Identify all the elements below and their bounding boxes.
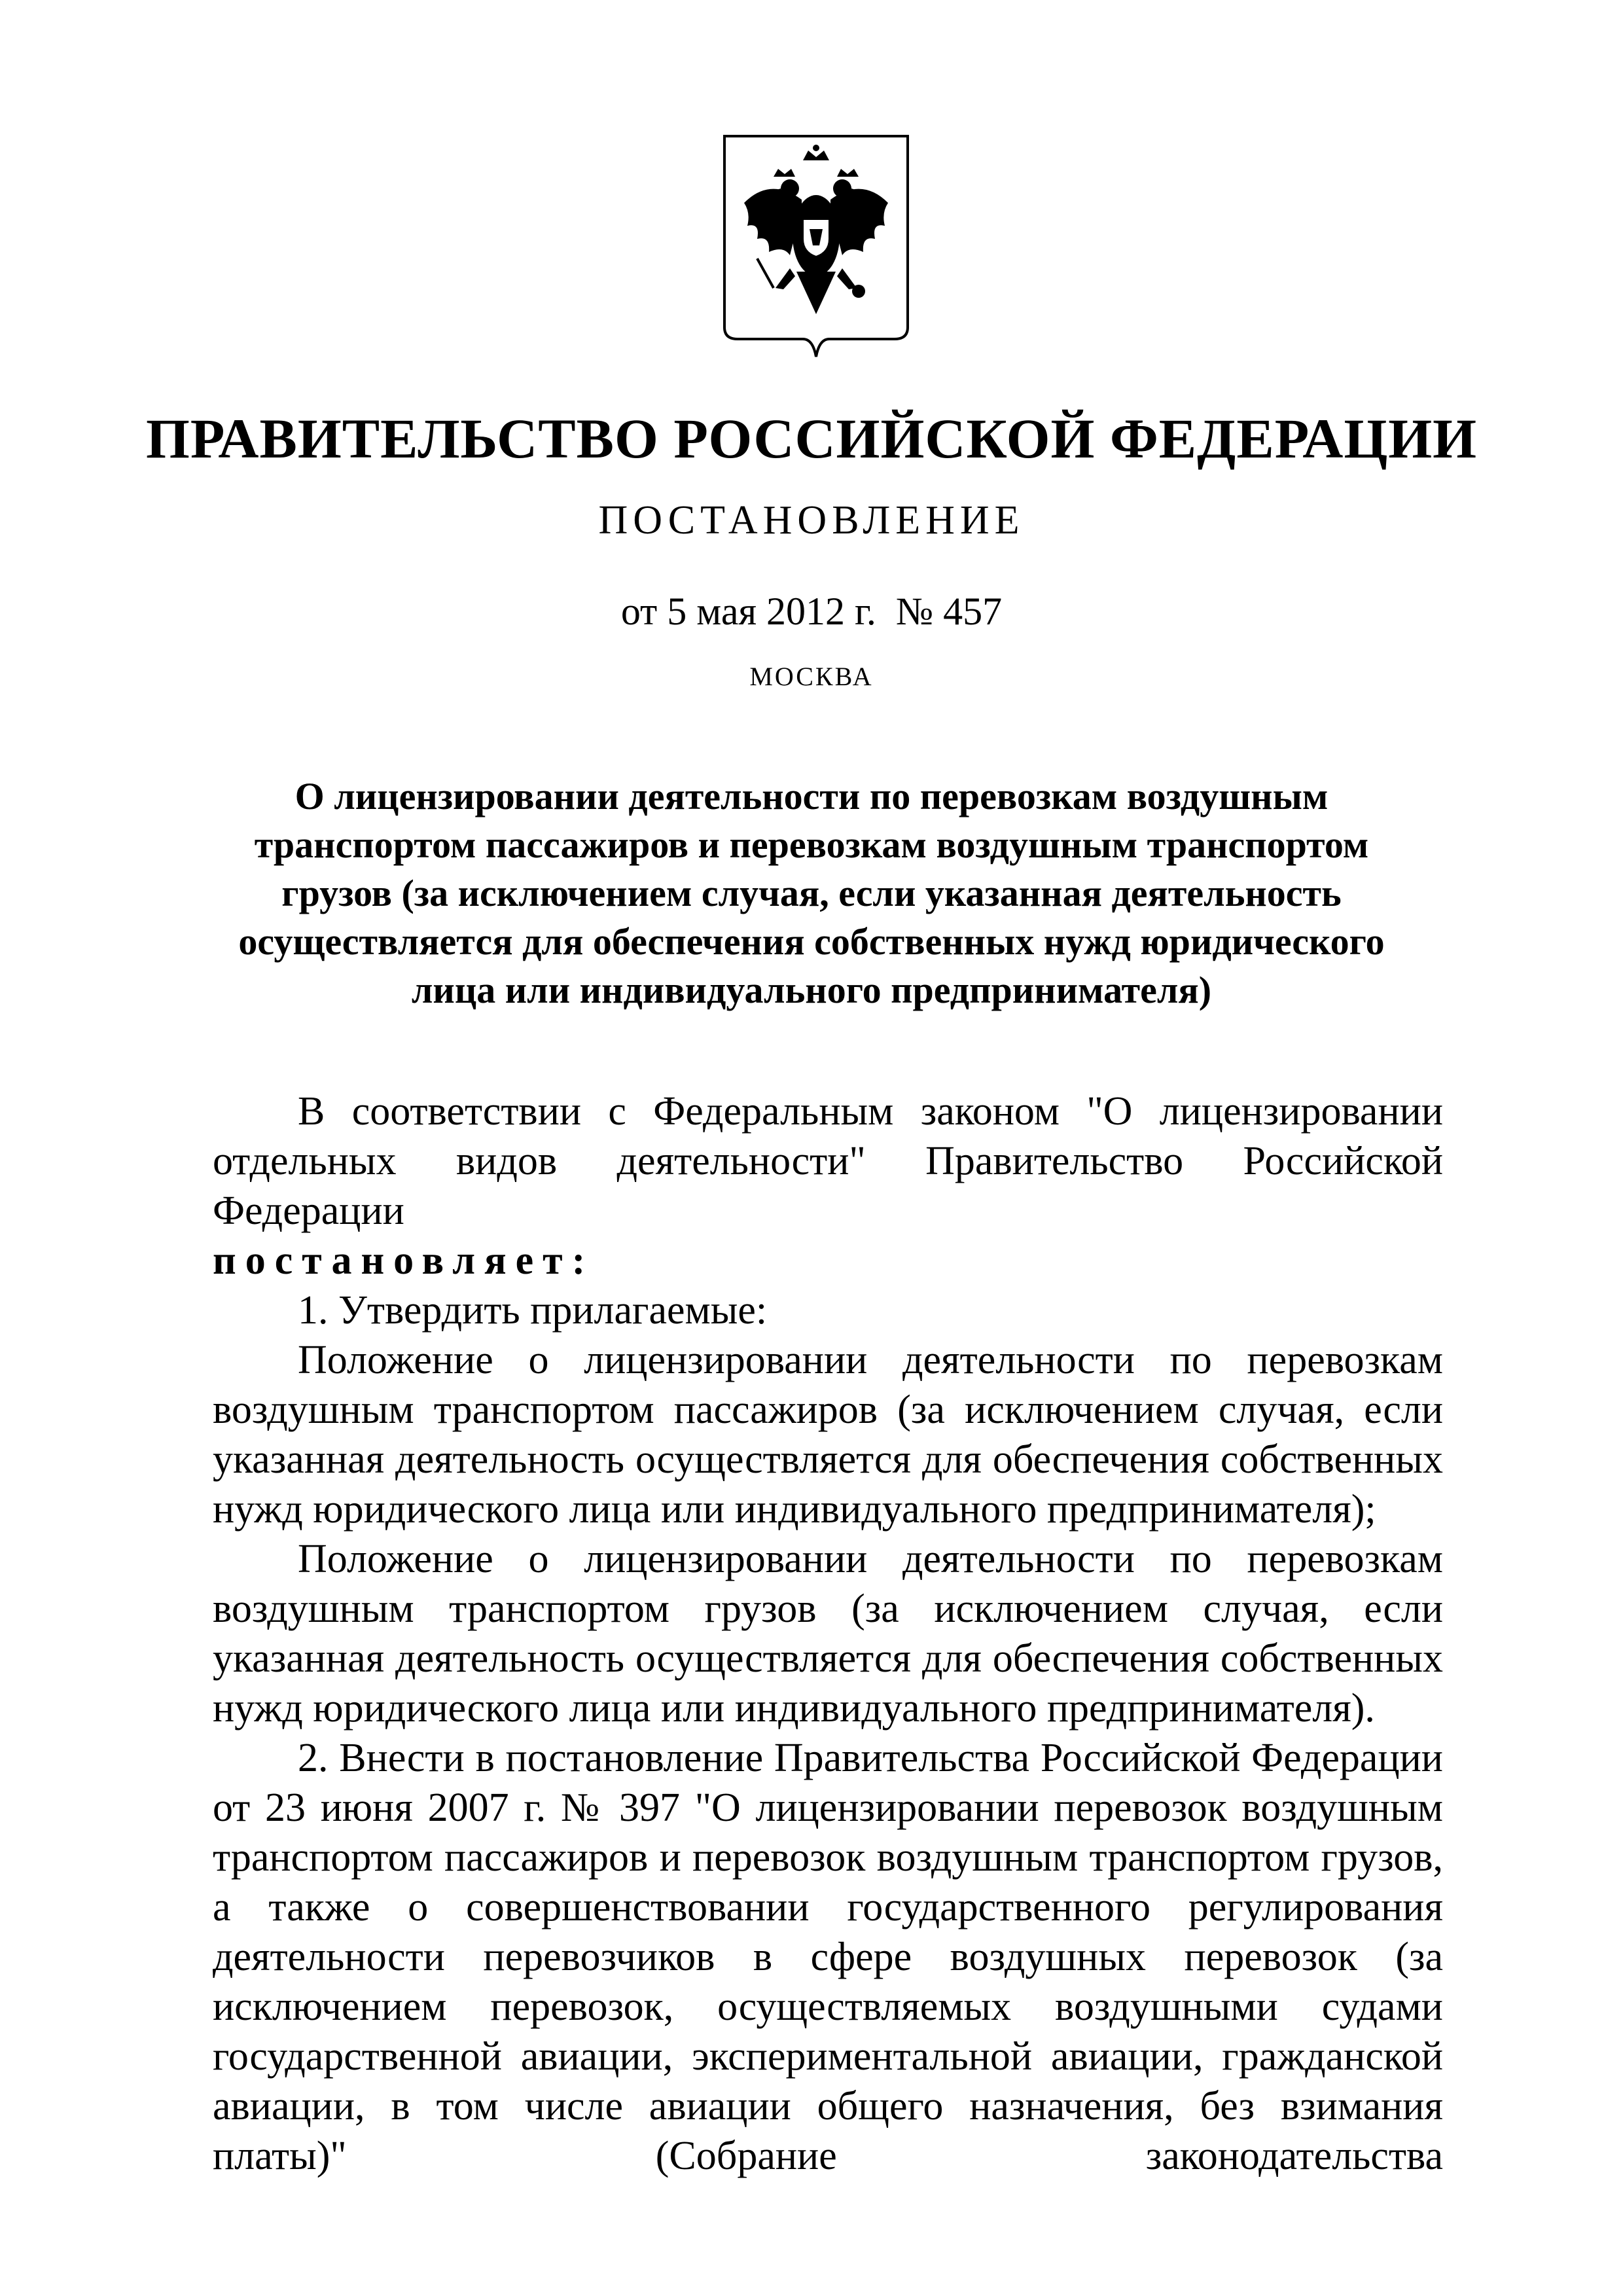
item-1: 1. Утвердить прилагаемые: [298,1288,768,1333]
intro-paragraph: В соответствии с Федеральным законом "О лицензировании отдельных видов деятельности" Правительство Российской Федерации [213,1089,1443,1233]
item-2: 2. Внести в постановление Правительства Российской Федерации от 23 июня 2007 г. № 397 "О лицензировании перевозок воздушным транспортом пассажиров и перевозок воздушным транспортом грузов, а также о совершенствовании государственного регулирования деятельности перевозчиков в сфере воздушных перевозок (за исключением перевозок, осуществляемых воздушными судами государственной авиации, экспериментальной авиации, гражданской авиации, в том числе авиации общего назначения, без взимания платы)" (Собрание законодательства [213,1736,1443,2178]
document-body [213,1086,1443,2181]
decree-word-paragraph [213,1236,1443,1285]
document-title [223,772,1400,1014]
title-line: лица или индивидуального предпринимателя) [411,969,1212,1011]
item-1a: Положение о лицензировании деятельности по перевозкам воздушным транспортом пассажиров (за исключением случая, если указанная деятельность осуществляется для обеспечения собственных нужд юридического лица или индивидуального предпринимателя); [213,1338,1443,1532]
title-line: О лицензировании деятельности по перевозкам воздушным [294,775,1329,817]
city: МОСКВА [749,662,874,691]
decree-word: постановляет: [213,1238,595,1283]
date-line [0,589,1623,634]
coat-of-arms-icon [718,131,914,367]
title-line: осуществляется для обеспечения собственных нужд юридического [238,920,1385,963]
title-line: грузов (за исключением случая, если указанная деятельность [281,872,1342,914]
document-type: ПОСТАНОВЛЕНИЕ [598,498,1025,543]
item-1b: Положение о лицензировании деятельности по перевозкам воздушным транспортом грузов (за исключением случая, если указанная деятельность осуществляется для обеспечения собственных нужд юридического лица или индивидуального предпринимателя). [213,1537,1443,1731]
title-line: транспортом пассажиров и перевозкам воздушным транспортом [254,823,1369,866]
document-date: от 5 мая 2012 г. [620,590,876,633]
document-number: № 457 [895,590,1003,633]
government-title: ПРАВИТЕЛЬСТВО РОССИЙСКОЙ ФЕДЕРАЦИИ [145,407,1478,470]
